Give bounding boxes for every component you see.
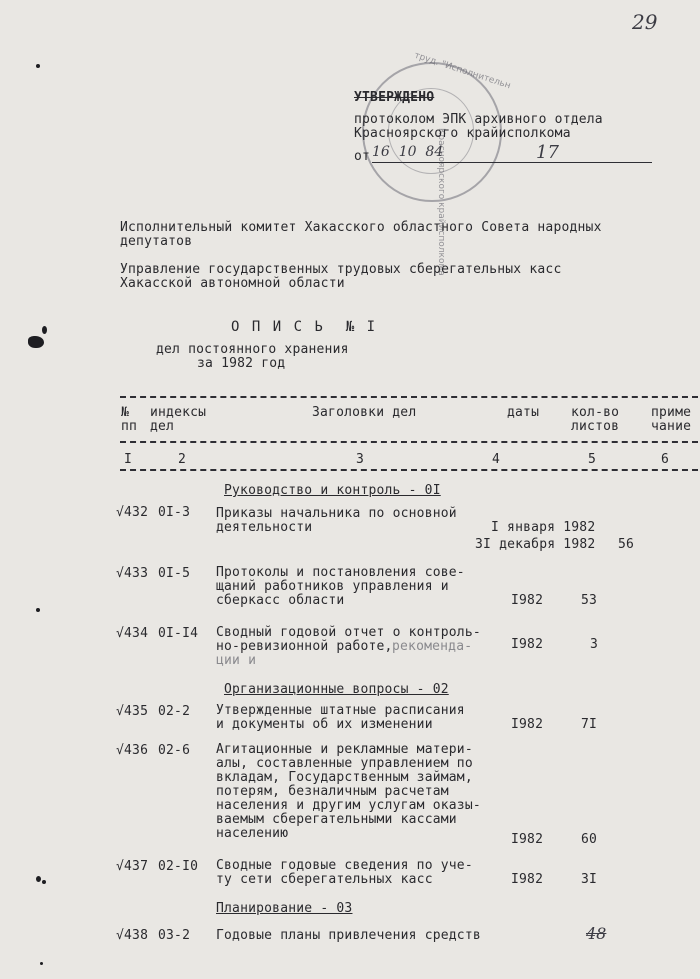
row-433-title-2: щаний работников управления и — [216, 579, 449, 594]
header-col-notes-1: приме — [651, 405, 692, 420]
header-col-notes-2: чание — [651, 419, 692, 434]
row-433-number: √433 — [116, 566, 149, 581]
row-435-sheets: 7I — [581, 717, 598, 732]
col-number-4: 4 — [492, 452, 501, 467]
col-number-5: 5 — [588, 452, 597, 467]
row-435-index: 02-2 — [158, 704, 191, 719]
row-437-number: √437 — [116, 859, 149, 874]
row-438-title-1: Годовые планы привлечения средств — [216, 928, 481, 943]
table-numbers-rule — [120, 469, 698, 471]
ink-dot — [36, 64, 40, 68]
row-434-title-2b: рекоменда- — [392, 639, 473, 654]
row-435-title-1: Утвержденные штатные расписания — [216, 703, 465, 718]
organization-line-3: Управление государственных трудовых сберегательных касс — [120, 262, 562, 277]
approval-signature-line — [372, 162, 652, 163]
organization-line-4: Хакасской автономной области — [120, 276, 345, 291]
row-438-number: √438 — [116, 928, 149, 943]
col-number-2: 2 — [178, 452, 187, 467]
row-433-index: 0I-5 — [158, 566, 191, 581]
ink-dot — [36, 876, 41, 882]
section-heading-3: Планирование - 03 — [216, 901, 353, 916]
approval-title: УТВЕРЖДЕНО — [354, 90, 435, 105]
row-434-index: 0I-I4 — [158, 626, 199, 641]
table-header-rule — [120, 441, 698, 443]
ink-dot — [40, 962, 43, 965]
header-col-number-1: № — [121, 405, 130, 420]
row-438-index: 03-2 — [158, 928, 191, 943]
row-436-date: I982 — [511, 832, 544, 847]
stamp-text-side: Красноярского крайисполкома — [436, 128, 446, 276]
approval-line-1: протоколом ЭПК архивного отдела — [354, 112, 603, 127]
approval-number: 17 — [536, 142, 559, 163]
row-437-title-1: Сводные годовые сведения по уче- — [216, 858, 473, 873]
row-435-title-2: и документы об их изменении — [216, 717, 433, 732]
header-col-title: Заголовки дел — [312, 405, 417, 420]
row-436-title-1: Агитационные и рекламные матери- — [216, 742, 473, 757]
row-437-sheets: 3I — [581, 872, 598, 887]
row-432-number: √432 — [116, 505, 149, 520]
row-437-index: 02-I0 — [158, 859, 199, 874]
approval-date: 16 10 84 — [372, 144, 444, 160]
row-436-sheets: 60 — [581, 832, 598, 847]
header-col-dates: даты — [507, 405, 540, 420]
row-432-date-end: 3I декабря 1982 — [475, 537, 596, 552]
row-433-title-3: сберкасс области — [216, 593, 345, 608]
approval-from-label: от — [354, 149, 371, 164]
row-436-title-5: населения и другим услугам оказы- — [216, 798, 481, 813]
inventory-subtitle-2: за 1982 год — [197, 356, 286, 371]
inventory-subtitle-1: дел постоянного хранения — [156, 342, 349, 357]
row-436-title-7: населению — [216, 826, 289, 841]
header-col-index-2: дел — [150, 419, 175, 434]
row-433-sheets: 53 — [581, 593, 598, 608]
stamp-text-top: труд. "Исполнительн — [412, 50, 512, 92]
row-436-title-2: алы, составленные управлением по — [216, 756, 473, 771]
ink-blot — [28, 336, 44, 348]
header-col-sheets-2: листов — [571, 419, 620, 434]
row-436-number: √436 — [116, 743, 149, 758]
row-437-date: I982 — [511, 872, 544, 887]
row-434-date: I982 — [511, 637, 544, 652]
organization-line-2: депутатов — [120, 234, 193, 249]
header-col-number-2: пп — [121, 419, 138, 434]
table-top-rule — [120, 396, 698, 398]
header-col-index-1: индексы — [150, 405, 207, 420]
row-435-date: I982 — [511, 717, 544, 732]
row-436-title-3: вкладам, Государственным займам, — [216, 770, 473, 785]
row-433-date: I982 — [511, 593, 544, 608]
section-heading-2: Организационные вопросы - 02 — [224, 682, 449, 697]
approval-line-2: Красноярского крайисполкома — [354, 126, 571, 141]
row-434-title-2: но-ревизионной работе, — [216, 639, 393, 654]
row-432-title-2: деятельности — [216, 520, 313, 535]
row-436-index: 02-6 — [158, 743, 191, 758]
row-437-title-2: ту сети сберегательных касс — [216, 872, 433, 887]
row-434-number: √434 — [116, 626, 149, 641]
row-436-title-4: потерям, безналичным расчетам — [216, 784, 449, 799]
row-433-title-1: Протоколы и постановления сове- — [216, 565, 465, 580]
ink-blot — [42, 326, 47, 334]
col-number-6: 6 — [661, 452, 670, 467]
page-number: 29 — [632, 10, 658, 34]
row-432-title-1: Приказы начальника по основной — [216, 506, 457, 521]
ink-dot — [36, 608, 40, 612]
organization-line-1: Исполнительный комитет Хакасского областного Совета народных — [120, 220, 602, 235]
inventory-title: О П И С Ь № I — [231, 319, 378, 335]
row-434-title-3: ции и — [216, 653, 257, 668]
row-432-date-start: I января 1982 — [491, 520, 596, 535]
header-col-sheets-1: кол-во — [571, 405, 620, 420]
section-heading-1: Руководство и контроль - 0I — [224, 483, 441, 498]
row-432-sheets: 56 — [618, 537, 635, 552]
col-number-1: I — [124, 452, 133, 467]
row-432-index: 0I-3 — [158, 505, 191, 520]
row-436-title-6: ваемым сберегательными кассами — [216, 812, 457, 827]
row-435-number: √435 — [116, 704, 149, 719]
row-434-title-1: Сводный годовой отчет о контроль- — [216, 625, 481, 640]
row-434-sheets: 3 — [590, 637, 599, 652]
col-number-3: 3 — [356, 452, 365, 467]
ink-dot — [42, 880, 46, 884]
row-438-sheets: 48 — [586, 924, 607, 943]
